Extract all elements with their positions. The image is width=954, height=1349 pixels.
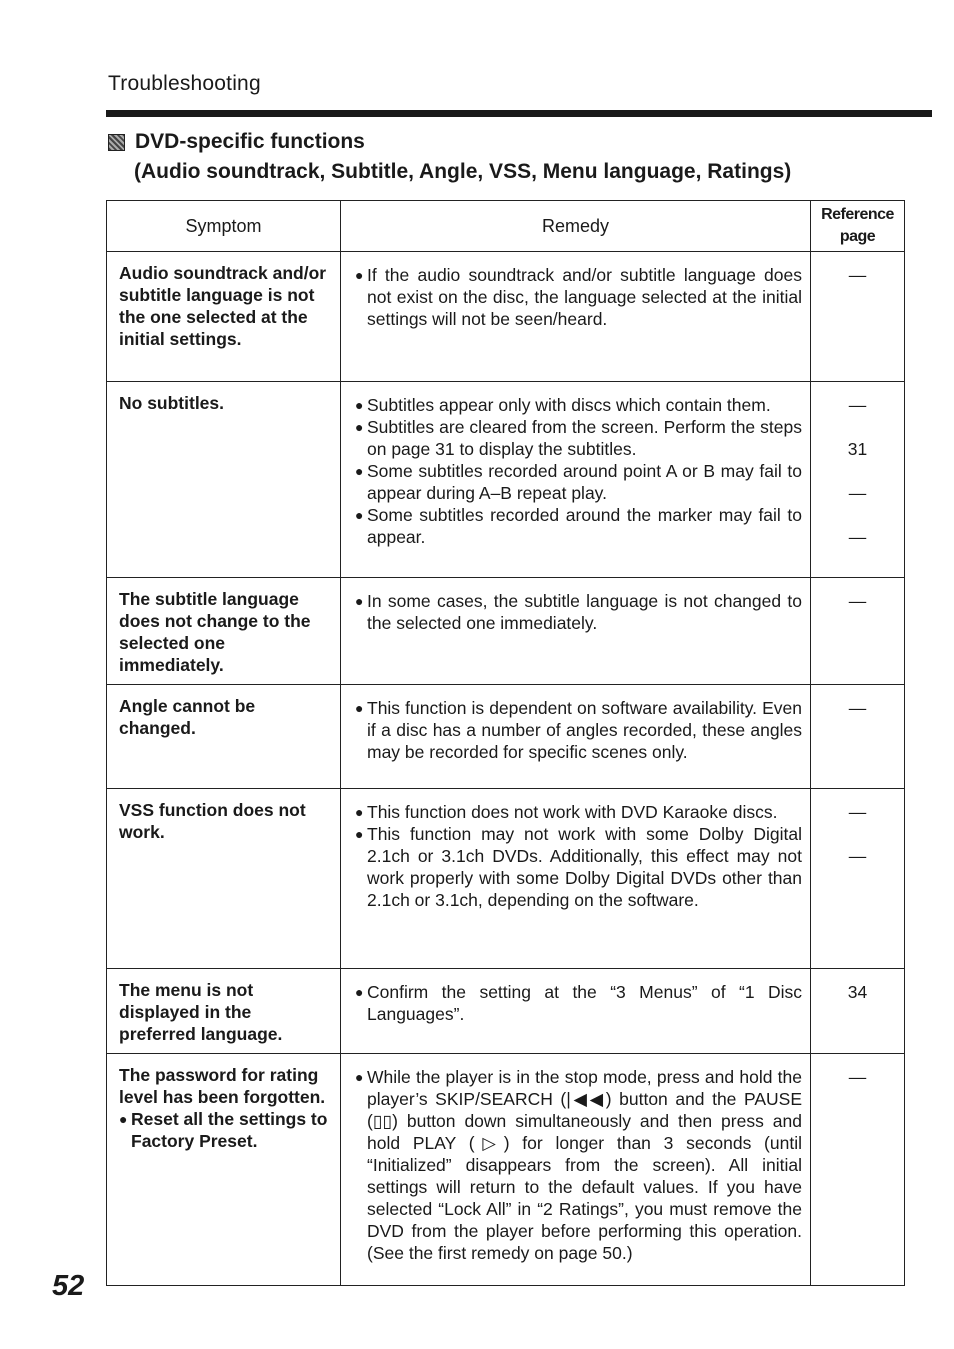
reference-cell: — (811, 685, 905, 789)
table-row (107, 969, 905, 1054)
page-header: Troubleshooting (108, 72, 261, 95)
header-rule (106, 110, 932, 117)
table-row (107, 578, 905, 685)
symptom-cell: The subtitle language does not change to the selected one immediately. (107, 578, 341, 685)
remedy-item: ● This function may not work with some Dolby Digital 2.1ch or 3.1ch DVDs. Additionally, this effect may not work properly with some Dolby Digital DVDs other than 2.1ch or 3.1ch, depending on the software. (355, 824, 802, 910)
remedy-cell (341, 1054, 811, 1286)
symptom-sub-item: ● Reset all the settings to Factory Preset. (119, 1109, 328, 1151)
symptom-cell: No subtitles. (107, 382, 341, 578)
remedy-item: ● If the audio soundtrack and/or subtitle language does not exist on the disc, the language selected at the initial settings will not be seen/heard. (355, 265, 802, 329)
remedy-item: ● This function is dependent on software availability. Even if a disc has a number of angles recorded, these angles may be recorded for specific scenes only. (355, 698, 802, 762)
bullet-icon: ● (355, 1069, 364, 1085)
symptom-cell: The menu is not displayed in the preferred language. (107, 969, 341, 1054)
remedy-item: ● In some cases, the subtitle language is not changed to the selected one immediately. (355, 591, 802, 633)
remedy-item: ● While the player is in the stop mode, press and hold the player’s SKIP/SEARCH (|◀◀) button and the PAUSE (▯▯) button down simultaneously and then press and hold PLAY (▷) for longer than 3 seconds (until “Initialized” disappears from the screen). All initial settings will return to the default values. If you have selected “Lock All” in “2 Ratings”, you must remove the DVD from the player before performing this operation. (See the first remedy on page 50.) (355, 1067, 802, 1263)
remedy-cell (341, 578, 811, 685)
bullet-icon: ● (355, 463, 364, 479)
table-row (107, 685, 905, 789)
symptom-cell: Audio soundtrack and/or subtitle language is not the one selected at the initial settings. (107, 252, 341, 382)
remedy-cell (341, 685, 811, 789)
remedy-cell (341, 382, 811, 578)
reference-cell: — (811, 578, 905, 685)
bullet-icon: ● (355, 593, 364, 609)
table-row (107, 382, 905, 578)
reference-cell: — — (811, 789, 905, 969)
remedy-item: ● This function does not work with DVD Karaoke discs. (355, 802, 778, 822)
header-reference-page: Reference page (811, 201, 905, 252)
table-row (107, 252, 905, 382)
symptom-text: The password for rating level has been forgotten. (119, 1065, 326, 1107)
remedy-item: ● Some subtitles recorded around the marker may fail to appear. (355, 505, 802, 547)
reference-cell: — (811, 1054, 905, 1286)
square-bullet-icon (108, 134, 125, 151)
bullet-icon: ● (355, 804, 364, 820)
header-remedy: Remedy (341, 201, 811, 252)
remedy-item: ● Subtitles are cleared from the screen. Perform the steps on page 31 to display the subtitles. (355, 417, 802, 459)
bullet-icon: ● (355, 984, 364, 1000)
bullet-icon: ● (355, 826, 364, 842)
remedy-item: ● Confirm the setting at the “3 Menus” of “1 Disc Languages”. (355, 982, 802, 1024)
bullet-icon: ● (355, 700, 364, 716)
remedy-item: ● Some subtitles recorded around point A or B may fail to appear during A–B repeat play. (355, 461, 802, 503)
bullet-icon: ● (355, 267, 364, 283)
reference-cell: — (811, 252, 905, 382)
bullet-icon: ● (355, 507, 364, 523)
remedy-cell (341, 252, 811, 382)
page-number: 52 (52, 1270, 85, 1302)
symptom-cell: Angle cannot be changed. (107, 685, 341, 789)
table-header-row (107, 201, 905, 252)
troubleshooting-table (106, 200, 905, 1286)
symptom-cell (107, 1054, 341, 1286)
bullet-icon: ● (355, 397, 364, 413)
section-heading (108, 130, 908, 184)
section-title: DVD-specific functions (135, 130, 365, 153)
bullet-icon: ● (119, 1111, 128, 1127)
remedy-item: ● Subtitles appear only with discs which contain them. (355, 395, 771, 415)
symptom-cell: VSS function does not work. (107, 789, 341, 969)
reference-cell: — 31 — — (811, 382, 905, 578)
header-symptom: Symptom (107, 201, 341, 252)
table-row (107, 1054, 905, 1286)
bullet-icon: ● (355, 419, 364, 435)
section-subtitle: (Audio soundtrack, Subtitle, Angle, VSS, Menu language, Ratings) (134, 160, 792, 183)
remedy-cell (341, 789, 811, 969)
remedy-cell (341, 969, 811, 1054)
reference-cell: 34 (811, 969, 905, 1054)
table-row (107, 789, 905, 969)
